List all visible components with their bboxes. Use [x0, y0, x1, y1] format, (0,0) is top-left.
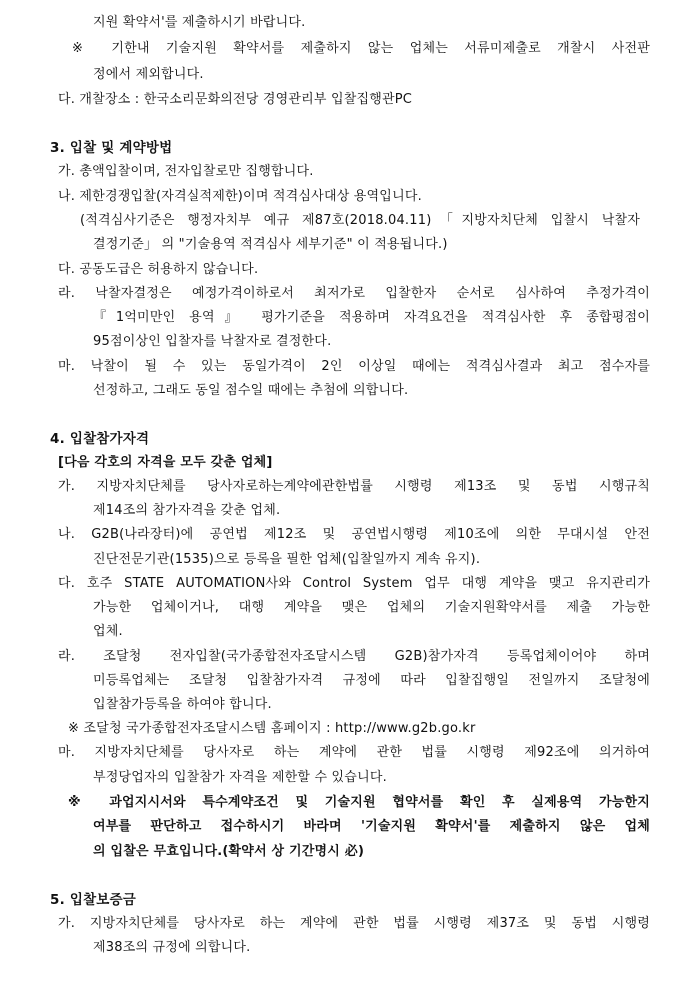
list-item: 다. 공동도급은 허용하지 않습니다. [58, 262, 259, 277]
text-line: 미등록업체는 조달청 입찰참가자격 규정에 따라 입찰집행일 전일까지 조달청에 [93, 673, 650, 688]
text-line: 제14조의 참가자격을 갖춘 업체. [93, 503, 281, 518]
list-item: 라. 낙찰자결정은 예정가격이하로서 최저가로 입찰한자 순서로 심사하여 추정가격이 [58, 286, 650, 301]
bold-note-line: ※ 과업지시서와 특수계약조건 및 기술지원 협약서를 확인 후 실제용역 가능한지 [68, 795, 650, 810]
bold-note-line: 여부를 판단하고 접수하시기 바라며 '기술지원 확약서'를 제출하지 않은 업체 [93, 819, 650, 834]
list-item: 마. 낙찰이 될 수 있는 동일가격이 2인 이상일 때에는 적격심사결과 최고 점수자를 [58, 359, 650, 374]
text-line: 선정하고, 그래도 동일 점수일 때에는 추첨에 의합니다. [93, 383, 409, 398]
bold-note-line: 의 입찰은 무효입니다.(확약서 상 기간명시 必) [93, 844, 365, 859]
list-item: 가. 지방자치단체를 당사자로하는계약에관한법률 시행령 제13조 및 동법 시행규칙 [58, 479, 650, 494]
section-heading: 4. 입찰참가자격 [50, 431, 150, 447]
note-line: ※ 조달청 국가종합전자조달시스템 홈페이지 : http://www.g2b.go.kr [68, 721, 476, 736]
text-line: 『1억미만인 용역』 평가기준을 적용하며 자격요건을 적격심사한 후 종합평점이 [93, 310, 650, 325]
list-item: 라. 조달청 전자입찰(국가종합전자조달시스템 G2B)참가자격 등록업체이어야 하며 [58, 649, 650, 664]
section-heading: 3. 입찰 및 계약방법 [50, 140, 173, 156]
text-line: 95점이상인 입찰자를 낙찰자로 결정한다. [93, 334, 332, 349]
list-item: 나. 제한경쟁입찰(자격실적제한)이며 적격심사대상 용역입니다. [58, 189, 422, 204]
text-line: 제38조의 규정에 의합니다. [93, 940, 251, 955]
note-line: ※ 기한내 기술지원 확약서를 제출하지 않는 업체는 서류미제출로 개찰시 사전판 [72, 41, 650, 56]
text-line: 지원 확약서'를 제출하시기 바랍니다. [93, 15, 306, 30]
section-heading: 5. 입찰보증금 [50, 892, 137, 908]
list-item: 나. G2B(나라장터)에 공연법 제12조 및 공연법시행령 제10조에 의한 무대시설 안전 [58, 527, 650, 542]
list-item: 가. 지방자치단체를 당사자로 하는 계약에 관한 법률 시행령 제37조 및 동법 시행령 [58, 916, 650, 931]
text-line: 입찰참가등록을 하여야 합니다. [93, 697, 272, 712]
text-line: 정에서 제외합니다. [93, 67, 204, 82]
list-item: 다. 개찰장소 : 한국소리문화의전당 경영관리부 입찰집행관PC [58, 92, 413, 107]
text-line: 결정기준」 의 "기술용역 적격심사 세부기준" 이 적용됩니다.) [93, 237, 448, 252]
text-line: 부정당업자의 입찰참가 자격을 제한할 수 있습니다. [93, 770, 387, 785]
list-item: 다. 호주 STATE AUTOMATION사와 Control System 업무 대행 계약을 맺고 유지관리가 [58, 576, 650, 591]
text-line: 진단전문기관(1535)으로 등록을 필한 업체(입찰일까지 계속 유지). [93, 552, 481, 567]
subheading: [다음 각호의 자격을 모두 갖춘 업체] [58, 455, 273, 470]
text-line: 가능한 업체이거나, 대행 계약을 맺은 업체의 기술지원확약서를 제출 가능한 [93, 600, 650, 615]
list-item: 가. 총액입찰이며, 전자입찰로만 집행합니다. [58, 164, 314, 179]
text-line: 업체. [93, 624, 123, 639]
list-item: 마. 지방자치단체를 당사자로 하는 계약에 관한 법률 시행령 제92조에 의거하여 [58, 745, 650, 760]
text-line: (적격심사기준은 행정자치부 예규 제87호(2018.04.11)「지방자치단체 입찰시 낙찰자 [80, 213, 640, 228]
